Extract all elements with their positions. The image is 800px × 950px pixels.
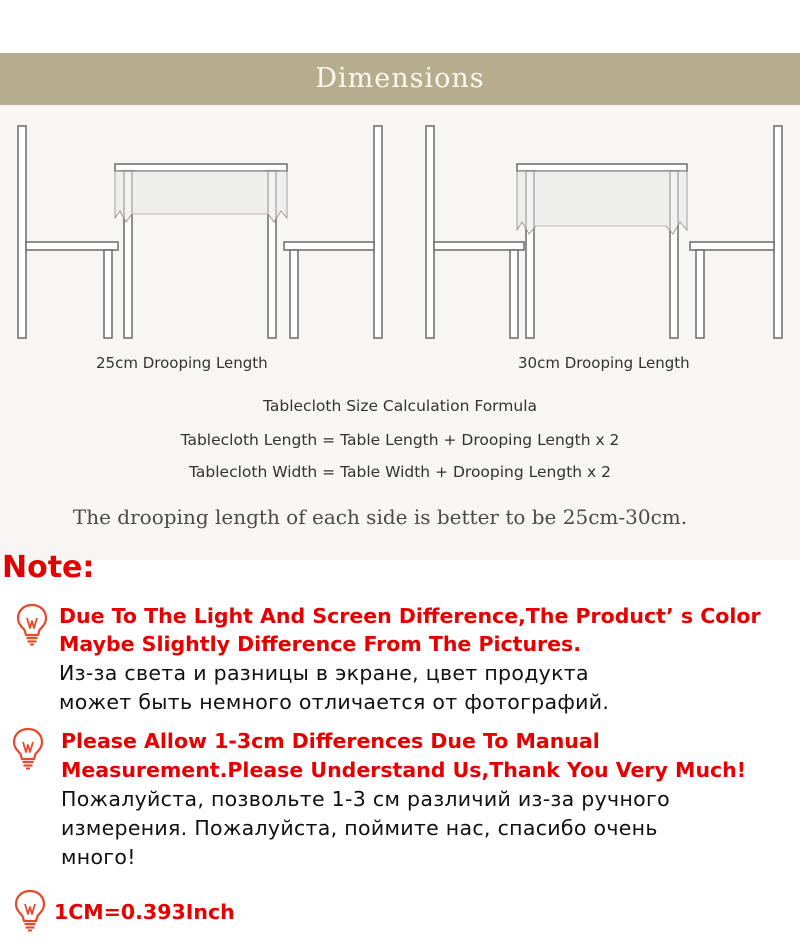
table-top — [517, 164, 687, 171]
lightbulb-icon — [12, 888, 48, 932]
note-2-ru-line-2: измерения. Пожалуйста, поймите нас, спасибо очень — [61, 816, 658, 840]
chair-leg-right — [290, 250, 298, 338]
table-diagram-30cm — [400, 118, 800, 348]
dimensions-banner: Dimensions — [0, 53, 800, 105]
note-1-ru-line-2: может быть немного отличается от фотографий. — [59, 690, 610, 714]
caption-25cm: 25cm Drooping Length — [96, 354, 268, 372]
chair-seat-left — [434, 242, 524, 250]
note-title: Note: — [2, 550, 95, 585]
note-2-ru-line-1: Пожалуйста, позвольте 1-3 см различий из-за ручного — [61, 787, 670, 811]
chair-seat-right — [690, 242, 774, 250]
note-3-conversion: 1CM=0.393Inch — [54, 900, 235, 924]
chair-seat-left — [26, 242, 118, 250]
note-2-en-line-2: Measurement.Please Understand Us,Thank You Very Much! — [61, 758, 747, 782]
drooping-tagline: The drooping length of each side is better to be 25cm-30cm. — [72, 505, 688, 529]
chair-seat-right — [284, 242, 374, 250]
chair-leg-right — [696, 250, 704, 338]
chair-back-right — [374, 126, 382, 338]
table-top — [115, 164, 287, 171]
chair-back-left — [426, 126, 434, 338]
chair-back-right — [774, 126, 782, 338]
note-1-en-line-1: Due To The Light And Screen Difference,The Product’ s Color — [59, 604, 761, 628]
note-2-en-line-1: Please Allow 1-3cm Differences Due To Manual — [61, 729, 600, 753]
note-2-ru-line-3: много! — [61, 845, 136, 869]
lightbulb-icon — [14, 602, 50, 646]
formula-heading: Tablecloth Size Calculation Formula — [262, 397, 538, 415]
tablecloth-drape — [517, 171, 687, 234]
chair-leg-left — [510, 250, 518, 338]
chair-back-left — [18, 126, 26, 338]
chair-leg-left — [104, 250, 112, 338]
table-diagram-25cm — [0, 118, 400, 348]
caption-30cm: 30cm Drooping Length — [518, 354, 690, 372]
lightbulb-icon — [10, 726, 46, 770]
formula-width: Tablecloth Width = Table Width + Drooping Length x 2 — [189, 463, 611, 481]
note-1-ru-line-1: Из-за света и разницы в экране, цвет продукта — [59, 661, 589, 685]
note-1-en-line-2: Maybe Slightly Difference From The Pictures. — [59, 632, 582, 656]
formula-length: Tablecloth Length = Table Length + Drooping Length x 2 — [180, 431, 620, 449]
